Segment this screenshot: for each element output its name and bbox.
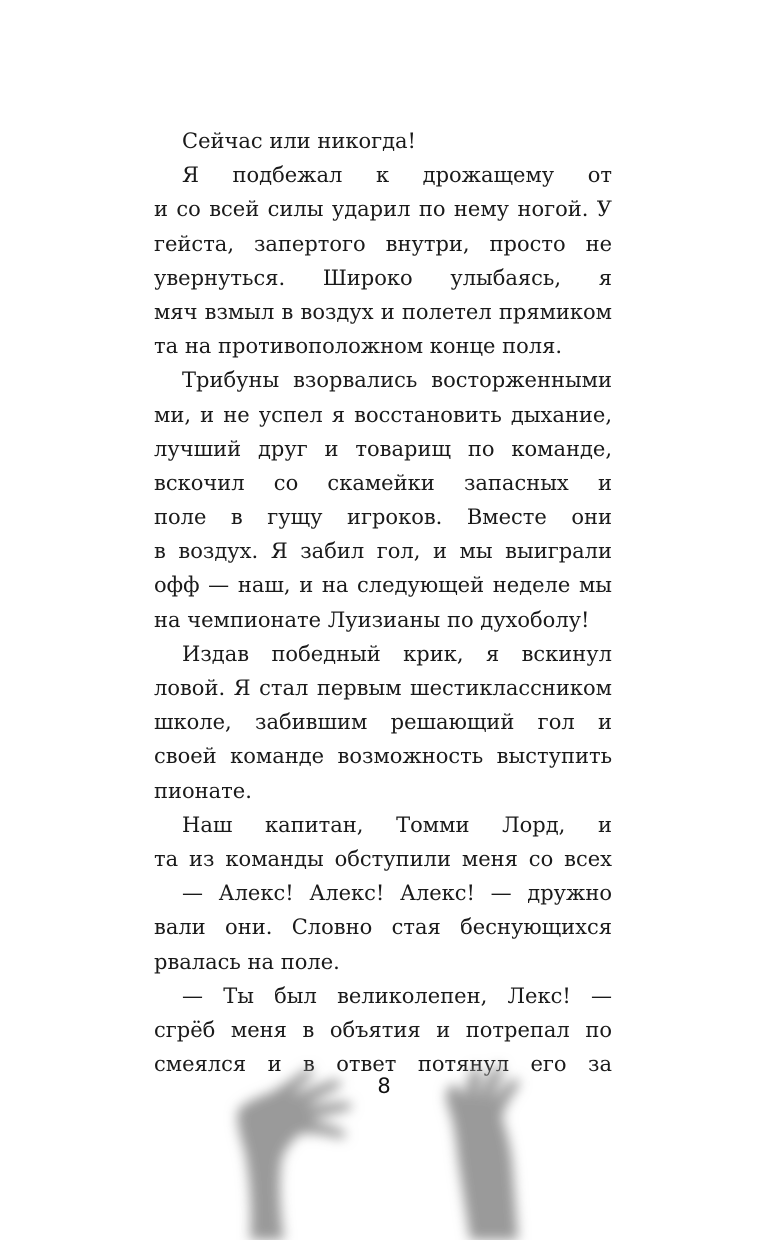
text-line: лучший друг и товарищ по команде, xyxy=(154,436,612,461)
text-line: — Ты был великолепен, Лекс! — xyxy=(182,983,612,1008)
text-line: ми, и не успел я восстановить дыхание, xyxy=(154,402,612,427)
text-line: рвалась на поле. xyxy=(154,949,340,974)
text-line: смеялся и в ответ потянул его за xyxy=(154,1052,612,1077)
text-line: мяч взмыл в воздух и полетел прямиком xyxy=(154,299,612,324)
text-line: в воздух. Я забил гол, и мы выиграли xyxy=(154,539,612,564)
text-line: Трибуны взорвались восторженными xyxy=(182,368,612,393)
text-line: вскочил со скамейки запасных и xyxy=(154,470,612,495)
text-line: Издав победный крик, я вскинул xyxy=(182,641,612,666)
text-line: вали они. Словно стая беснующихся xyxy=(154,915,612,940)
text-line: пионате. xyxy=(154,778,252,803)
text-line: Наш капитан, Томми Лорд, и xyxy=(182,812,612,837)
text-line: гейста, запертого внутри, просто не xyxy=(154,231,612,256)
text-line: поле в гущу игроков. Вместе они xyxy=(154,505,612,530)
text-line: та на противоположном конце поля. xyxy=(154,334,563,359)
text-line: и со всей силы ударил по нему ногой. У xyxy=(154,197,612,222)
shadow-hands-illustration xyxy=(0,1040,768,1240)
page-text xyxy=(154,124,612,1081)
text-line: Я подбежал к дрожащему от xyxy=(182,163,612,188)
text-line: сгрёб меня в объятия и потрепал по xyxy=(154,1017,612,1042)
text-line: своей команде возможность выступить xyxy=(154,744,612,769)
text-line: школе, забившим решающий гол и xyxy=(154,710,612,735)
text-line: ловой. Я стал первым шестиклассником xyxy=(154,676,612,700)
page-number: 8 xyxy=(377,1074,391,1098)
text-line: офф — наш, и на следующей неделе мы xyxy=(154,573,612,598)
text-line: та из команды обступили меня со всех xyxy=(154,846,612,871)
text-line: на чемпионате Луизианы по духоболу! xyxy=(154,607,590,632)
text-line: Сейчас или никогда! xyxy=(182,129,416,153)
text-line: — Алекс! Алекс! Алекс! — дружно xyxy=(182,881,612,906)
text-line: увернуться. Широко улыбаясь, я xyxy=(154,265,612,290)
